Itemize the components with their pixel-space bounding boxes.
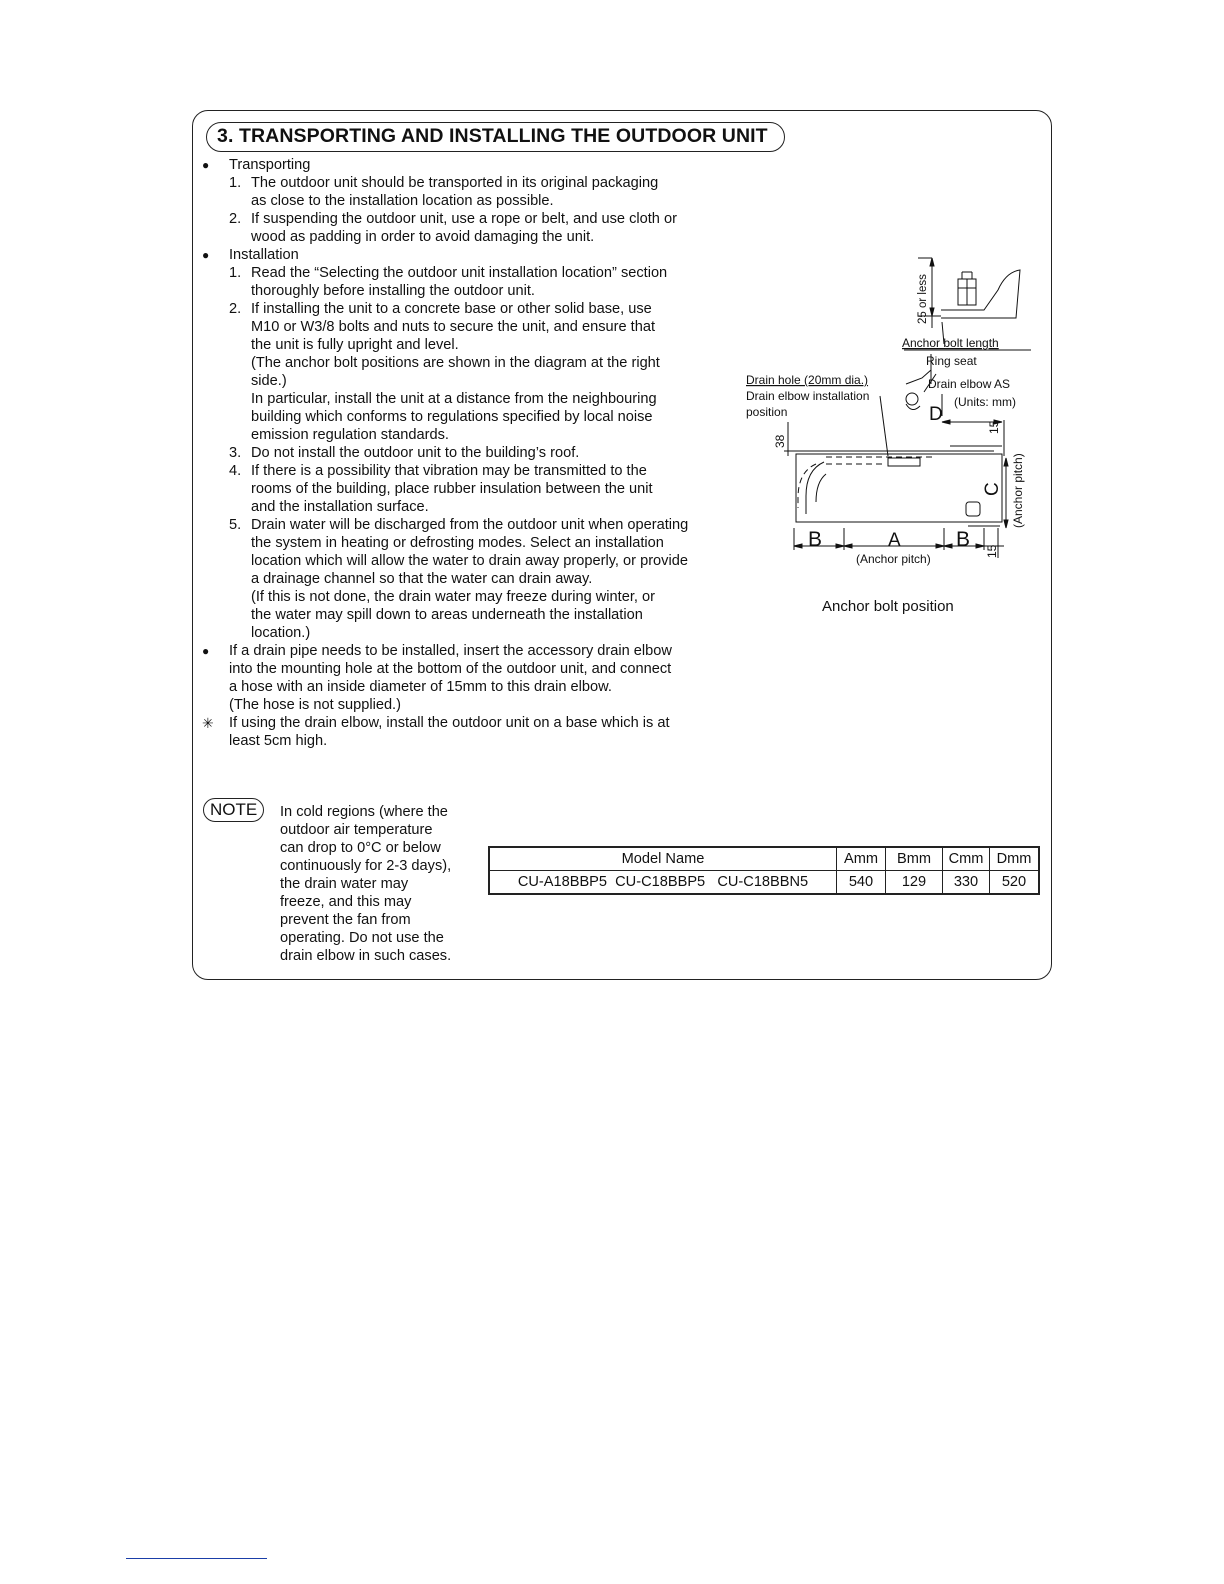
note-line: outdoor air temperature [280,822,433,838]
label-ring-seat: Ring seat [926,354,977,368]
dimension-38: 38 [773,434,787,448]
item-text-cont: (The anchor bolt positions are shown in the diagram at the right [251,355,660,371]
list-item [202,174,714,192]
item-text: If there is a possibility that vibration may be transmitted to the [251,463,647,479]
cell-bmm: 129 [886,871,943,895]
label-anchor-bolt-length: Anchor bolt length [902,336,999,350]
dimension-d: D [929,404,943,425]
bullet-icon: ● [202,644,210,658]
diagram-caption: Anchor bolt position [822,598,954,615]
item-text: Do not install the outdoor unit to the building’s roof. [251,445,580,461]
cell-model-names: CU-A18BBP5 CU-C18BBP5 CU-C18BBN5 [489,871,837,895]
header-model-name: Model Name [489,847,837,871]
list-item [202,300,714,318]
dimension-a: A [888,530,901,551]
item-number: 3. [229,445,242,461]
item-text: If suspending the outdoor unit, use a rope or belt, and use cloth or [251,211,677,227]
label-drain-hole: Drain hole (20mm dia.) [746,373,869,387]
list-item [202,462,714,480]
label-units: (Units: mm) [954,395,1016,409]
item-text: Read the “Selecting the outdoor unit installation location” section [251,265,668,281]
header-amm: Amm [837,847,886,871]
drain-pipe-text-cont: into the mounting hole at the bottom of the outdoor unit, and connect [229,661,672,677]
list-item [202,210,714,228]
item-text-cont: a drainage channel so that the water can drain away. [251,571,593,587]
item-text-cont: as close to the installation location as possible. [251,193,554,209]
drain-elbow-note-text: If using the drain elbow, install the outdoor unit on a base which is at [229,715,670,731]
item-text-cont: location which will allow the water to drain away properly, or provide [251,553,688,569]
note-line: In cold regions (where the [280,804,448,820]
item-text-cont: location.) [251,625,311,641]
label-drain-elbow-position: position [746,405,788,419]
section-title: 3. TRANSPORTING AND INSTALLING THE OUTDOOR UNIT [206,122,785,152]
item-text: Drain water will be discharged from the outdoor unit when operating [251,517,689,533]
drain-pipe-text-cont: (The hose is not supplied.) [229,697,401,713]
item-text-cont: building which conforms to regulations specified by local noise [251,409,653,425]
anchor-bolt-diagram [736,246,1036,576]
item-text: The outdoor unit should be transported in its original packaging [251,175,659,191]
item-number: 2. [229,211,242,227]
item-number: 1. [229,265,242,281]
dimension-b-left: B [808,528,823,551]
label-25-or-less: 25 or less [917,274,929,324]
heading-transporting: Transporting [229,157,311,173]
item-text-cont: In particular, install the unit at a distance from the neighbouring [251,391,657,407]
cell-cmm: 330 [943,871,990,895]
model-dimensions-table [488,846,1040,895]
drain-elbow-note [202,714,714,732]
item-number: 5. [229,517,242,533]
item-number: 1. [229,175,242,191]
item-number: 2. [229,301,242,317]
item-text-cont: and the installation surface. [251,499,429,515]
item-number: 4. [229,463,242,479]
list-item [202,264,714,282]
note-line: freeze, and this may [280,894,412,910]
note-line: the drain water may [280,876,409,892]
item-text-cont: emission regulation standards. [251,427,449,443]
cell-dmm: 520 [990,871,1040,895]
asterisk-icon: ✳ [202,715,214,731]
item-text-cont: M10 or W3/8 bolts and nuts to secure the unit, and ensure that [251,319,656,335]
list-item [202,444,714,462]
note-line: can drop to 0°C or below [280,840,441,856]
instructions-body [202,156,714,750]
bullet-installation [202,246,714,264]
label-drain-elbow-as: Drain elbow AS [928,377,1011,391]
note-line: drain elbow in such cases. [280,948,452,964]
header-cmm: Cmm [943,847,990,871]
item-text-cont: the water may spill down to areas underneath the installation [251,607,643,623]
dimension-b-right: B [956,528,971,551]
dimension-15-top: 15 [987,420,1001,434]
bullet-icon: ● [202,158,210,172]
label-anchor-pitch-vertical: (Anchor pitch) [1011,453,1025,528]
note-line: prevent the fan from [280,912,411,928]
dimension-c: C [982,482,1003,496]
table-row [489,871,1039,895]
label-drain-elbow-installation: Drain elbow installation [746,389,870,403]
item-text-cont: wood as padding in order to avoid damaging the unit. [251,229,595,245]
item-text-cont: the unit is fully upright and level. [251,337,459,353]
bullet-transporting [202,156,714,174]
bullet-icon: ● [202,248,210,262]
note-line: continuously for 2-3 days), [280,858,452,874]
label-anchor-pitch-horizontal: (Anchor pitch) [856,552,931,566]
list-item [202,516,714,534]
header-bmm: Bmm [886,847,943,871]
drain-elbow-note-text-cont: least 5cm high. [229,733,328,749]
item-text-cont: rooms of the building, place rubber insulation between the unit [251,481,653,497]
note-line: operating. Do not use the [280,930,444,946]
note-text [280,803,470,965]
heading-installation: Installation [229,247,299,263]
table-header-row [489,847,1039,871]
item-text-cont: the system in heating or defrosting modes. Select an installation [251,535,664,551]
item-text-cont: thoroughly before installing the outdoor unit. [251,283,535,299]
cell-amm: 540 [837,871,886,895]
footer-rule [126,1558,267,1559]
item-text-cont: (If this is not done, the drain water may freeze during winter, or [251,589,655,605]
dimension-15-bottom: 15 [985,544,999,558]
item-text-cont: side.) [251,373,287,389]
item-text: If installing the unit to a concrete base or other solid base, use [251,301,652,317]
note-badge: NOTE [203,798,264,822]
header-dmm: Dmm [990,847,1040,871]
drain-pipe-text-cont: a hose with an inside diameter of 15mm to this drain elbow. [229,679,612,695]
bullet-drain-pipe [202,642,714,660]
drain-pipe-text: If a drain pipe needs to be installed, insert the accessory drain elbow [229,643,672,659]
